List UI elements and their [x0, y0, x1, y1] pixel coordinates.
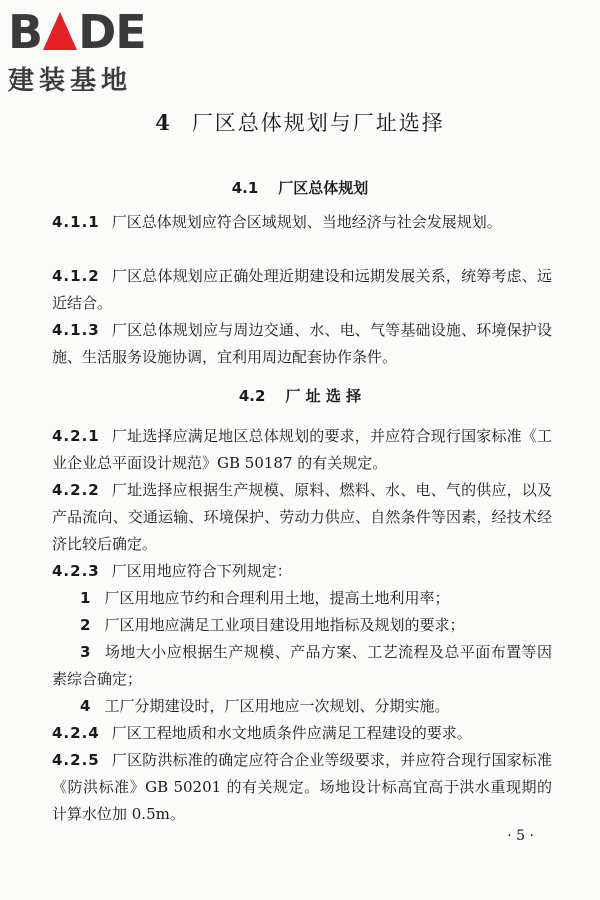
item-number: 2	[80, 616, 91, 634]
clause-4-1-1	[52, 209, 552, 236]
clause-number: 4.2.2	[52, 481, 100, 499]
item-text: 场地大小应根据生产规模、产品方案、工艺流程及总平面布置等因素综合确定；	[52, 643, 552, 688]
clause-text: 厂区总体规划应与周边交通、水、电、气等基础设施、环境保护设施、生活服务设施协调，宜利用周边配套协作条件。	[52, 321, 552, 366]
section-number: 4.1	[231, 179, 259, 197]
clause-4-2-3	[52, 558, 552, 585]
section-heading	[0, 177, 600, 198]
item-text: 厂区用地应节约和合理利用土地，提高土地利用率；	[104, 589, 450, 607]
clause-number: 4.1.3	[52, 321, 100, 339]
section-number: 4.2	[238, 387, 266, 405]
list-item	[52, 693, 552, 720]
section-heading	[0, 385, 600, 406]
clause-4-2-1	[52, 423, 552, 477]
item-text: 工厂分期建设时，厂区用地应一次规划、分期实施。	[104, 697, 450, 715]
clause-text: 厂址选择应根据生产规模、原料、燃料、水、电、气的供应，以及产品流向、交通运输、环境保护、劳动力供应、自然条件等因素，经技术经济比较后确定。	[52, 481, 552, 553]
section-title: 厂 址 选 择	[285, 387, 362, 405]
clause-number: 4.2.3	[52, 562, 100, 580]
logo-subtitle: 建装基地	[8, 66, 133, 96]
chapter-number: 4	[155, 110, 172, 135]
clause-4-2-2	[52, 477, 552, 558]
clause-4-2-4	[52, 720, 552, 747]
clause-number: 4.1.1	[52, 213, 100, 231]
clause-number: 4.2.1	[52, 427, 100, 445]
clause-4-1-2	[52, 263, 552, 317]
section-title: 厂区总体规划	[278, 179, 369, 197]
page-number: · 5 ·	[507, 828, 534, 844]
list-item	[52, 639, 552, 693]
logo-triangle-icon	[43, 12, 77, 50]
clause-4-1-3	[52, 317, 552, 371]
item-text: 厂区用地应满足工业项目建设用地指标及规划的要求；	[104, 616, 465, 634]
clause-text: 厂区总体规划应正确处理近期建设和远期发展关系，统筹考虑、远近结合。	[52, 267, 552, 312]
clause-number: 4.1.2	[52, 267, 100, 285]
clause-4-2-5	[52, 747, 552, 828]
logo-wordmark: B DE	[8, 5, 146, 59]
chapter-title: 厂区总体规划与厂址选择	[191, 111, 445, 135]
clause-number: 4.2.4	[52, 724, 100, 742]
clause-text: 厂区工程地质和水文地质条件应满足工程建设的要求。	[111, 724, 472, 742]
clause-text: 厂址选择应满足地区总体规划的要求，并应符合现行国家标准《工业企业总平面设计规范》GB 50187 的有关规定。	[52, 427, 552, 472]
clause-text: 厂区总体规划应符合区域规划、当地经济与社会发展规划。	[111, 213, 502, 231]
item-number: 3	[80, 643, 91, 661]
clause-text: 厂区防洪标准的确定应符合企业等级要求，并应符合现行国家标准《防洪标准》GB 50201 的有关规定。场地设计标高宜高于洪水重现期的计算水位加 0.5m。	[52, 751, 552, 823]
clause-text: 厂区用地应符合下列规定：	[111, 562, 292, 580]
item-number: 1	[80, 589, 91, 607]
list-item	[52, 612, 552, 639]
brand-logo	[8, 6, 178, 97]
item-number: 4	[80, 697, 91, 715]
chapter-heading	[0, 107, 600, 137]
list-item	[52, 585, 552, 612]
clause-number: 4.2.5	[52, 751, 100, 769]
